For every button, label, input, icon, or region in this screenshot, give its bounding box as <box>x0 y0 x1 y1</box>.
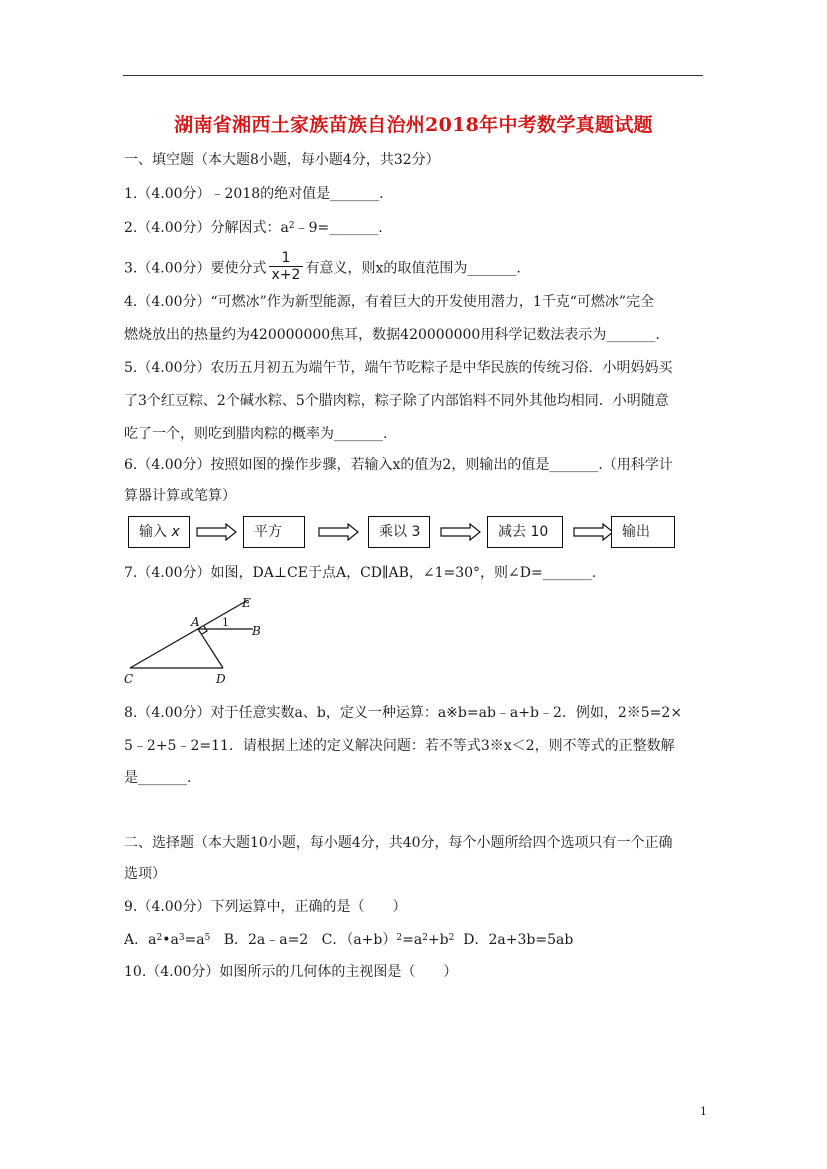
label-C: C <box>124 672 134 686</box>
question-4-line-2: 燃烧放出的热量约为420000000焦耳，数据420000000用科学记数法表示为_______. <box>124 327 660 343</box>
option-a <box>124 932 210 948</box>
right-angle-mark <box>202 626 207 634</box>
line-CE <box>130 600 248 668</box>
label-D: D <box>216 672 226 686</box>
option-a-exp-2: 3 <box>178 933 185 943</box>
label-B: B <box>252 624 261 638</box>
option-c-exp-2: 2 <box>422 933 428 943</box>
q3-text-pre: 3.（4.00分）要使分式 <box>124 260 267 277</box>
label-E: E <box>242 596 251 610</box>
flow-arrow-2 <box>318 523 360 541</box>
q2-text-post: ﹣9=_______. <box>294 220 383 236</box>
question-4-line-1: 4.（4.00分）“可燃冰”作为新型能源，有着巨大的开发使用潜力，1千克“可燃冰”完全 <box>124 294 655 310</box>
question-5-line-2: 了3个红豆粽、2个碱水粽、5个腊肉粽，粽子除了内部馅料不同外其他均相同．小明随意 <box>124 393 669 409</box>
flow-arrow-4 <box>573 523 615 541</box>
option-a-pre: A．a <box>124 932 157 948</box>
page-number: 1 <box>700 1105 707 1118</box>
question-6-line-1: 6.（4.00分）按照如图的操作步骤，若输入x的值为2，则输出的值是_______.（用科学计 <box>124 457 673 473</box>
option-a-exp-3: 5 <box>204 933 211 943</box>
option-c-post: +b <box>427 932 449 948</box>
option-a-mid: •a <box>162 932 179 948</box>
question-1: 1.（4.00分）﹣2018的绝对值是_______. <box>124 186 384 202</box>
flow-box-multiply: 乘以 3 <box>368 516 430 548</box>
q3-fraction-denominator: x+2 <box>271 267 301 283</box>
question-8-line-1: 8.（4.00分）对于任意实数a、b，定义一种运算：a※b=ab﹣a+b﹣2．例如，2※5=2× <box>124 705 683 721</box>
option-d: D．2a+3b=5ab <box>463 932 574 948</box>
section-2-heading-line-1: 二、选择题（本大题10小题，每小题4分，共40分，每个小题所给四个选项只有一个正确 <box>124 835 673 851</box>
question-8-line-2: 5﹣2+5﹣2=11．请根据上述的定义解决问题：若不等式3※x＜2，则不等式的正整数解 <box>124 738 675 754</box>
section-2-heading-line-2: 选项） <box>124 866 166 882</box>
document-title: 湖南省湘西土家族苗族自治州2018年中考数学真题试题 <box>174 114 653 136</box>
q3-text-post: 有意义，则x的取值范围为_______. <box>305 260 521 277</box>
label-angle-1: 1 <box>222 616 229 629</box>
flow-input-label: 输入 <box>139 524 167 540</box>
line-AD <box>198 629 223 668</box>
question-8-line-3: 是_______. <box>124 770 192 786</box>
section-1-heading: 一、填空题（本大题8小题，每小题4分，共32分） <box>124 152 440 168</box>
q2-exponent: 2 <box>288 221 295 231</box>
flow-arrow-3 <box>440 523 482 541</box>
question-5-line-3: 吃了一个，则吃到腊肉粽的概率为_______. <box>124 426 388 442</box>
q3-fraction <box>269 250 304 283</box>
question-9: 9.（4.00分）下列运算中，正确的是（ ） <box>124 899 407 915</box>
option-c-mid: =a <box>402 932 423 948</box>
flow-arrow-1 <box>196 523 238 541</box>
question-9-options <box>124 930 573 950</box>
flow-input-variable: x <box>171 524 180 540</box>
option-c-exp-1: 2 <box>396 933 403 943</box>
flow-box-square: 平方 <box>243 516 305 548</box>
option-c-exp-3: 2 <box>448 933 455 943</box>
header-rule <box>123 75 703 76</box>
label-A: A <box>191 615 200 629</box>
flow-box-input <box>128 516 190 548</box>
question-7: 7.（4.00分）如图，DA⊥CE于点A，CD∥AB，∠1=30°，则∠D=_______. <box>124 565 597 581</box>
flow-box-subtract: 减去 10 <box>487 516 563 548</box>
question-2 <box>124 218 383 238</box>
q3-fraction-numerator: 1 <box>269 250 304 267</box>
flow-box-output: 输出 <box>611 516 675 548</box>
question-5-line-1: 5.（4.00分）农历五月初五为端午节，端午节吃粽子是中华民族的传统习俗．小明妈妈买 <box>124 360 673 376</box>
option-c <box>322 932 455 948</box>
question-10: 10.（4.00分）如图所示的几何体的主视图是（ ） <box>124 964 458 980</box>
question-6-line-2: 算器计算或笔算） <box>124 488 236 504</box>
option-a-post: =a <box>184 932 205 948</box>
geometry-figure-q7 <box>118 590 278 690</box>
q2-text-pre: 2.（4.00分）分解因式：a <box>124 220 289 236</box>
option-a-exp-1: 2 <box>156 933 163 943</box>
option-b: B．2a﹣a=2 <box>223 932 309 948</box>
option-c-pre: C．（a+b） <box>321 932 397 948</box>
question-3 <box>124 252 521 285</box>
